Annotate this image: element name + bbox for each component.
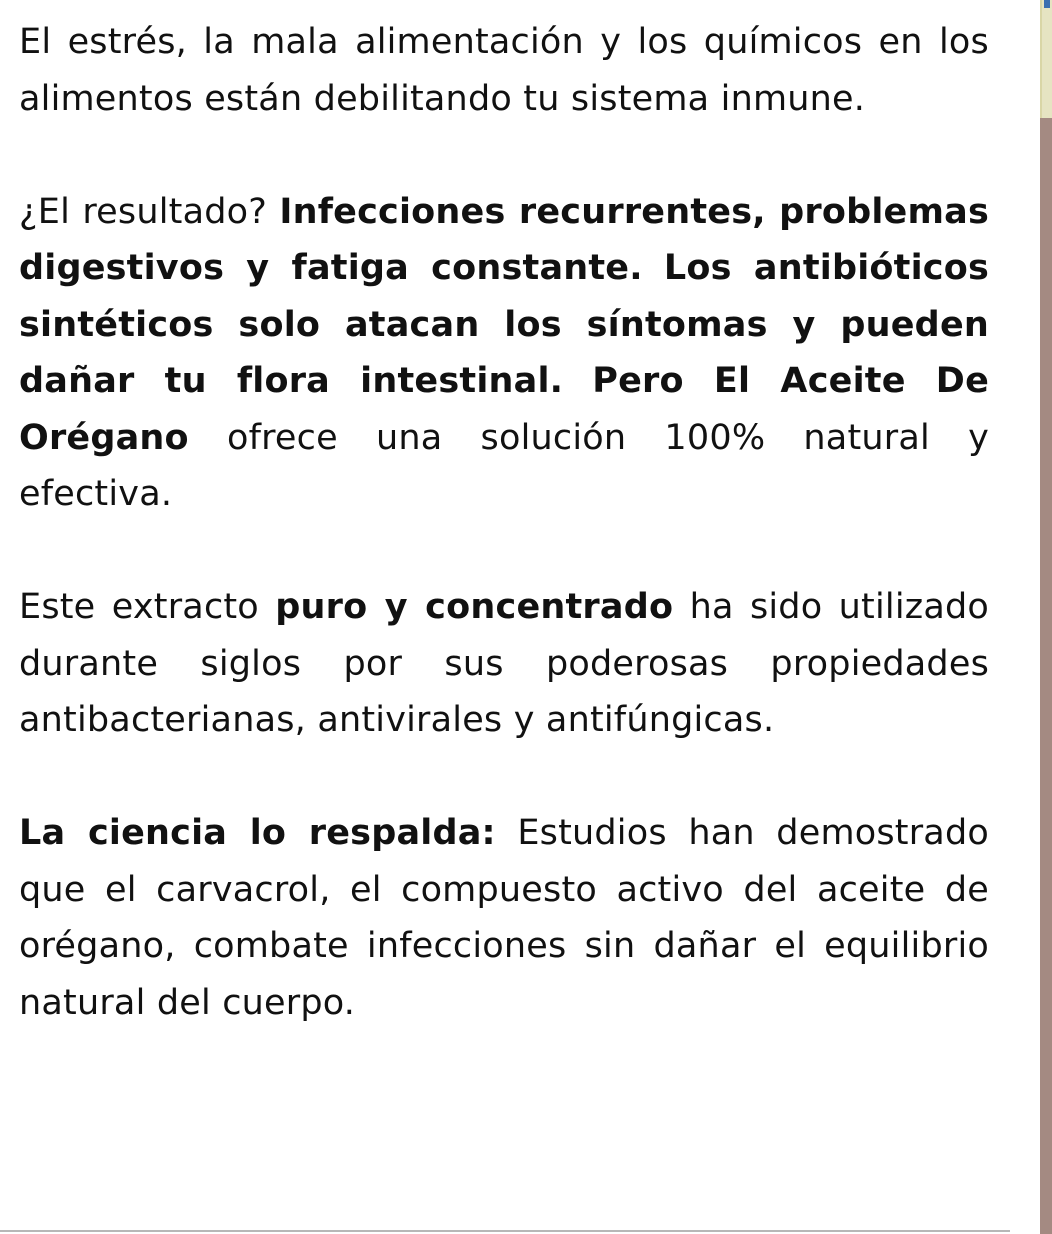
result-bold-infections: Infecciones recurrentes, problemas digestivos y fatiga constante. xyxy=(19,191,990,288)
bottom-divider xyxy=(0,1230,1010,1232)
paragraph-result xyxy=(19,184,989,523)
vertical-scrollbar[interactable] xyxy=(1040,0,1052,1234)
paragraph-gap xyxy=(19,523,989,580)
science-bold: La ciencia lo respalda: xyxy=(19,813,496,853)
result-bold-antibiotics: Los antibióticos sintéticos solo atacan los síntomas y pueden dañar tu flora intestinal. xyxy=(19,248,990,401)
article-body xyxy=(19,14,989,1031)
paragraph-gap xyxy=(19,749,989,806)
extract-suffix: ha sido utilizado durante siglos por sus poderosas propiedades antibacterianas, antivirales y antifúngicas. xyxy=(19,587,990,740)
result-suffix: ofrece una solución 100% natural y efectiva. xyxy=(19,417,989,514)
scrollbar-marker-icon xyxy=(1044,0,1050,8)
paragraph-science xyxy=(19,805,989,1031)
extract-bold: puro y concentrado xyxy=(275,587,674,627)
paragraph-extract xyxy=(19,579,989,749)
science-suffix: Estudios han demostrado que el carvacrol, el compuesto activo del aceite de orégano, combate infecciones sin dañar el equilibrio natural del cuerpo. xyxy=(19,813,989,1023)
scrollbar-thumb[interactable] xyxy=(1040,0,1052,118)
paragraph-stress xyxy=(19,14,989,127)
result-prefix: ¿El resultado? xyxy=(19,191,280,232)
paragraph-gap xyxy=(19,127,989,184)
extract-prefix: Este extracto xyxy=(19,587,276,627)
paragraph-stress-text: El estrés, la mala alimentación y los químicos en los alimentos están debilitando tu sistema inmune. xyxy=(19,22,989,119)
result-bold-oregano: Pero El Aceite De Orégano xyxy=(19,361,990,458)
